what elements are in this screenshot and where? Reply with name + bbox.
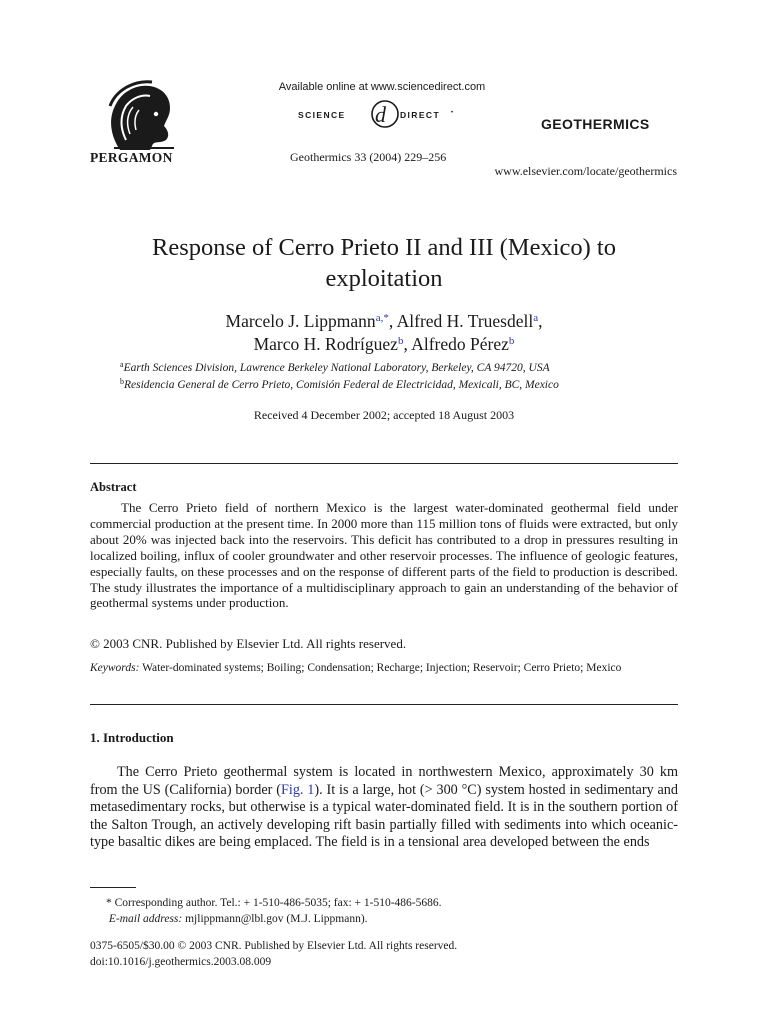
author-list bbox=[80, 310, 688, 356]
author-line-1 bbox=[80, 310, 688, 333]
issn-line: 0375-6505/$30.00 © 2003 CNR. Published by Elsevier Ltd. All rights reserved. bbox=[90, 940, 458, 952]
abstract-text bbox=[90, 500, 678, 611]
corresponding-author: Corresponding author. Tel.: + 1-510-486-5035; fax: + 1-510-486-5686. bbox=[114, 897, 442, 909]
publisher-name: PERGAMON bbox=[90, 150, 173, 165]
pergamon-athena-head-icon bbox=[90, 80, 190, 152]
doi[interactable]: doi:10.1016/j.geothermics.2003.08.009 bbox=[90, 956, 272, 968]
author-name: Alfredo Pérez bbox=[411, 334, 509, 354]
available-online-text: Available online at www.sciencedirect.com bbox=[278, 81, 486, 93]
affiliation-mark: a bbox=[120, 360, 124, 369]
affiliation-line bbox=[120, 377, 559, 394]
affiliation-text: Earth Sciences Division, Lawrence Berkeley National Laboratory, Berkeley, CA 94720, USA bbox=[123, 362, 550, 374]
keywords-text: Water-dominated systems; Boiling; Condensation; Recharge; Injection; Reservoir; Cerro Prieto; Mexico bbox=[142, 662, 622, 674]
sd-mark: • bbox=[451, 110, 454, 116]
intro-text: The Cerro Prieto geothermal system is located in northwestern Mexico, approximately 30 km from the US (California) border ( bbox=[90, 764, 678, 798]
author-affiliation-mark[interactable]: a bbox=[533, 312, 539, 324]
svg-text:d: d bbox=[375, 102, 386, 127]
divider bbox=[90, 463, 678, 464]
footnote-line bbox=[90, 911, 442, 927]
footnote-line bbox=[90, 895, 442, 911]
abstract-heading: Abstract bbox=[90, 480, 137, 494]
sd-right-word: DIRECT bbox=[400, 110, 441, 120]
abstract-body: The Cerro Prieto field of northern Mexico is the largest water-dominated geothermal field under commercial production at the present time. In 2000 more than 115 million tons of fluids were extracted, but only about 20% was injected back into the reservoirs. This deficit has contributed to a drop in pressures resulting in localized boiling, influx of cooler groundwater and other reservoir processes. The influence of geologic features, especially faults, on these processes and on the response of different parts of the field to production is described. The study illustrates the importance of a multidisciplinary approach to gain an understanding of the behavior of geothermal systems under production. bbox=[90, 500, 678, 611]
journal-url[interactable]: www.elsevier.com/locate/geothermics bbox=[494, 164, 677, 178]
sd-left-word: SCIENCE bbox=[298, 110, 346, 120]
author-separator: , bbox=[538, 311, 543, 331]
affiliation-mark: b bbox=[120, 377, 124, 386]
keywords bbox=[90, 660, 678, 676]
journal-brand: GEOTHERMICS bbox=[541, 116, 650, 132]
email-label: E-mail address: bbox=[108, 913, 183, 925]
intro-paragraph bbox=[90, 764, 678, 852]
affiliation-line bbox=[120, 360, 559, 377]
article-title bbox=[80, 232, 688, 294]
author-name: Marco H. Rodríguez bbox=[253, 334, 398, 354]
author-affiliation-mark[interactable]: a,* bbox=[375, 312, 389, 324]
affiliations bbox=[120, 360, 559, 394]
author-separator: , bbox=[403, 334, 412, 354]
author-name: Alfred H. Truesdell bbox=[396, 311, 534, 331]
author-affiliation-mark[interactable]: b bbox=[397, 335, 404, 347]
journal-citation: Geothermics 33 (2004) 229–256 bbox=[290, 150, 447, 164]
section-heading: 1. Introduction bbox=[90, 730, 174, 745]
keywords-label: Keywords: bbox=[90, 662, 140, 674]
email-value[interactable]: mjlippmann@lbl.gov (M.J. Lippmann). bbox=[185, 913, 368, 925]
title-line-1: Response of Cerro Prieto II and III (Mexico) to bbox=[151, 234, 616, 261]
abstract-copyright: © 2003 CNR. Published by Elsevier Ltd. All rights reserved. bbox=[90, 636, 407, 651]
publication-info bbox=[90, 938, 457, 970]
figure-link[interactable]: Fig. 1 bbox=[280, 781, 315, 798]
footnote bbox=[90, 895, 442, 927]
footnote-mark: * bbox=[106, 897, 112, 909]
author-affiliation-mark[interactable]: b bbox=[508, 335, 515, 347]
intro-text-cont: ). It is a large, hot (> 300 °C) system hosted in sedimentary and metasedimentary rocks, but otherwise is a typical water-dominated field. It is in the southern portion of the Salton Trough, an actively developing rift basin partially filled with sediments into which oceanic-type basaltic dikes are being emplaced. The field is in a tensional area developed between the ends bbox=[90, 781, 678, 851]
affiliation-text: Residencia General de Cerro Prieto, Comisión Federal de Electricidad, Mexicali, BC, Mexico bbox=[124, 379, 559, 391]
author-separator: , bbox=[388, 311, 397, 331]
author-name: Marcelo J. Lippmann bbox=[225, 311, 376, 331]
sciencedirect-at-icon bbox=[372, 101, 398, 127]
title-line-2: exploitation bbox=[325, 265, 443, 292]
footnote-divider bbox=[90, 887, 136, 888]
sciencedirect-logo bbox=[270, 96, 496, 132]
author-line-2 bbox=[80, 333, 688, 356]
received-dates: Received 4 December 2002; accepted 18 August 2003 bbox=[253, 408, 515, 422]
divider bbox=[90, 704, 678, 705]
